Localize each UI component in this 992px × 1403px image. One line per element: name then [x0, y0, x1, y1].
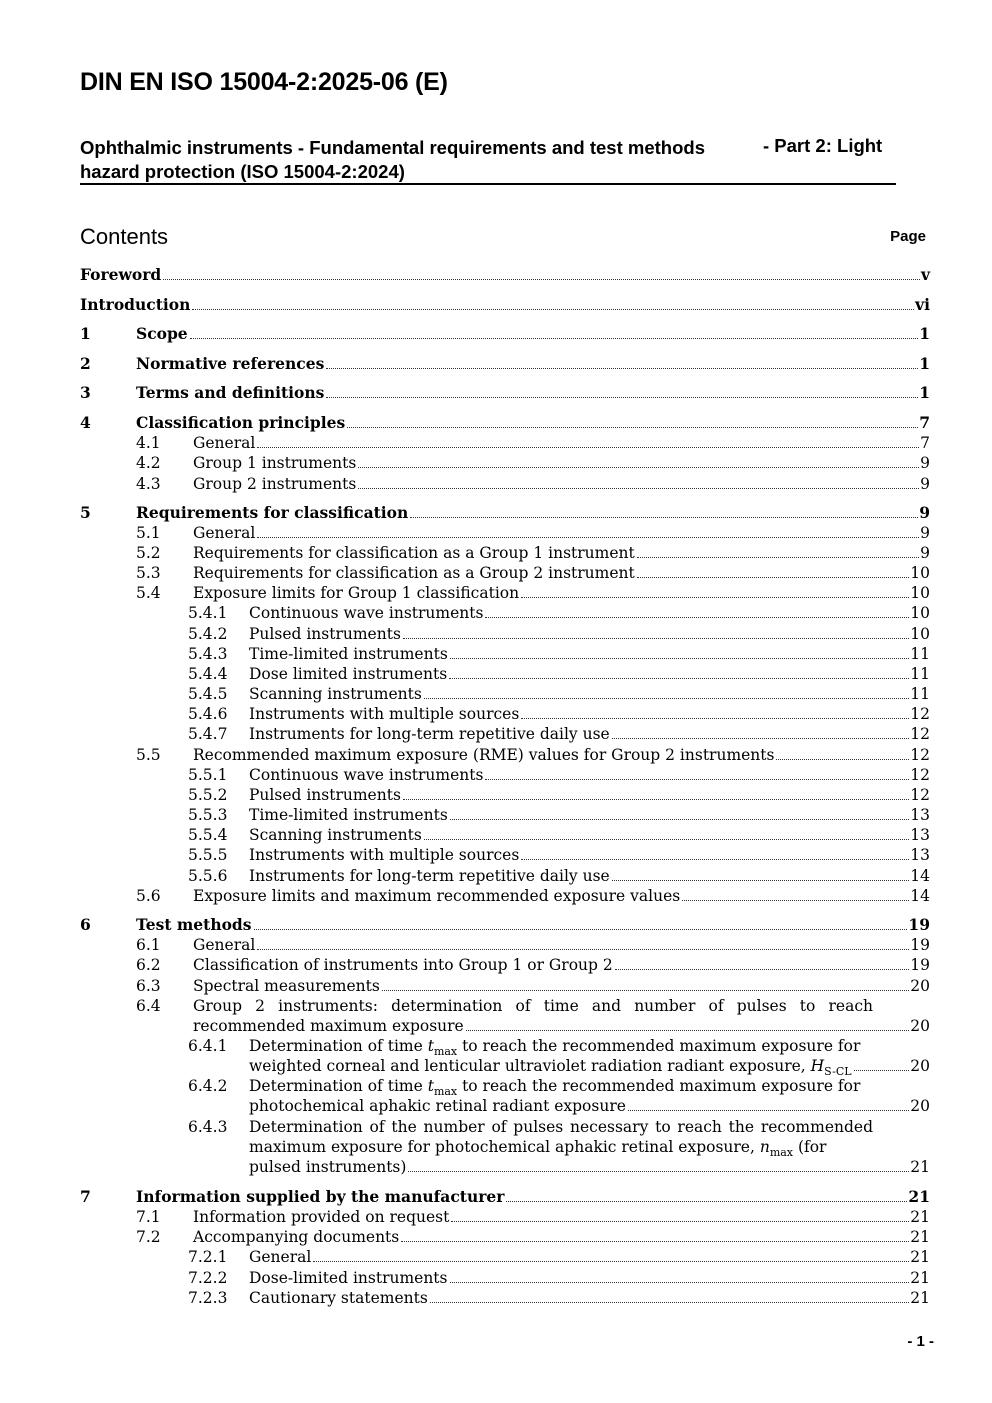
toc-text: maximum exposure for photochemical aphakic retinal exposure, [249, 1138, 760, 1156]
subscript: max [433, 1085, 458, 1098]
toc-title: Spectral measurements [193, 977, 380, 995]
dot-leader [506, 1200, 907, 1202]
toc-title-line [249, 1137, 826, 1157]
document-title: DIN EN ISO 15004-2:2025-06 (E) [80, 68, 448, 96]
subscript: max [769, 1146, 794, 1159]
toc-number: 5.5.3 [188, 806, 228, 824]
toc-page: 14 [910, 867, 930, 885]
dot-leader [403, 798, 909, 800]
dot-leader [410, 516, 918, 518]
toc-page: 21 [910, 1158, 930, 1176]
dot-leader [326, 367, 918, 369]
toc-number: 1 [80, 324, 91, 343]
page-number: - 1 - [907, 1333, 934, 1350]
toc-page: 13 [910, 806, 930, 824]
toc-title: Instruments with multiple sources [249, 705, 520, 723]
dot-leader [612, 737, 910, 739]
toc-title: Requirements for classification [136, 503, 409, 522]
toc-number: 4.1 [136, 434, 161, 452]
dot-leader [637, 556, 919, 558]
toc-page: 20 [910, 1057, 930, 1075]
toc-title: Dose-limited instruments [249, 1269, 448, 1287]
toc-page: 19 [910, 936, 930, 954]
toc-title-line [249, 1036, 860, 1056]
toc-page: vi [915, 295, 930, 314]
dot-leader [163, 278, 920, 280]
contents-heading: Contents [80, 224, 169, 249]
toc-title: Exposure limits and maximum recommended exposure values [193, 887, 681, 905]
toc-text: Determination of time [249, 1077, 428, 1095]
toc-number: 5.4.6 [188, 705, 228, 723]
toc-number: 5.5.5 [188, 846, 228, 864]
dot-leader [682, 899, 909, 901]
toc-number: 7 [80, 1187, 91, 1206]
dot-leader [776, 758, 909, 760]
toc-number: 6.1 [136, 936, 161, 954]
dot-leader [637, 576, 910, 578]
toc-page: 11 [910, 645, 930, 663]
toc-page: 9 [920, 475, 930, 493]
toc-title: Time-limited instruments [249, 645, 448, 663]
toc-title: General [193, 434, 256, 452]
toc-title: Exposure limits for Group 1 classification [193, 584, 520, 602]
toc-page: 12 [910, 766, 930, 784]
subscript: max [433, 1045, 458, 1058]
dot-leader [854, 1069, 910, 1071]
toc-page: 21 [910, 1228, 930, 1246]
toc-number: 2 [80, 354, 91, 373]
toc-number: 5.4 [136, 584, 161, 602]
toc-number: 5.1 [136, 524, 161, 542]
toc-title-line [249, 1056, 852, 1076]
symbol: t [427, 1037, 434, 1055]
toc-title: Test methods [136, 915, 252, 934]
symbol: t [427, 1077, 434, 1095]
toc-text: to reach the recommended maximum exposure for [457, 1037, 861, 1055]
dot-leader [347, 426, 918, 428]
toc-title: Information provided on request [193, 1208, 450, 1226]
toc-number: 5.4.4 [188, 665, 228, 683]
toc-title: Instruments with multiple sources [249, 846, 520, 864]
symbol: n [759, 1138, 770, 1156]
toc-number: 4.3 [136, 475, 161, 493]
toc-text: weighted corneal and lenticular ultraviolet radiation radiant exposure, [249, 1057, 811, 1075]
toc-page: v [920, 265, 930, 284]
page-column-label: Page [890, 228, 926, 245]
toc-number: 7.2.2 [188, 1269, 228, 1287]
toc-title-line: Determination of the number of pulses necessary to reach the recommended [249, 1118, 873, 1136]
dot-leader [254, 928, 908, 930]
toc-page: 12 [910, 725, 930, 743]
toc-page: 19 [910, 956, 930, 974]
toc-number: 7.2 [136, 1228, 161, 1246]
toc-page: 10 [910, 584, 930, 602]
toc-number: 5.6 [136, 887, 161, 905]
toc-number: 6.3 [136, 977, 161, 995]
toc-title-line [249, 1076, 860, 1096]
toc-page: 12 [910, 746, 930, 764]
dot-leader [424, 697, 909, 699]
toc-number: 6.4 [136, 997, 161, 1015]
toc-page: 21 [910, 1208, 930, 1226]
toc-number: 5.5.6 [188, 867, 228, 885]
toc-title: Requirements for classification as a Group 2 instrument [193, 564, 635, 582]
dot-leader [424, 838, 909, 840]
toc-title: Continuous wave instruments [249, 604, 484, 622]
toc-page: 7 [920, 434, 930, 452]
toc-page: 12 [910, 786, 930, 804]
toc-number: 5.2 [136, 544, 161, 562]
toc-page: 21 [910, 1289, 930, 1307]
toc-page: 21 [910, 1248, 930, 1266]
dot-leader [190, 337, 919, 339]
dot-leader [257, 948, 909, 950]
dot-leader [466, 1029, 910, 1031]
toc-text: Determination of time [249, 1037, 428, 1055]
dot-leader [450, 1281, 910, 1283]
dot-leader [257, 536, 919, 538]
title-divider [80, 183, 896, 185]
toc-number: 5.4.1 [188, 604, 228, 622]
toc-page: 10 [910, 625, 930, 643]
toc-title: Group 2 instruments [193, 475, 357, 493]
subtitle-line2: hazard protection (ISO 15004-2:2024) [80, 161, 405, 182]
subtitle-part1: Ophthalmic instruments - Fundamental requirements and test methods [80, 137, 705, 158]
dot-leader [521, 717, 909, 719]
toc-page: 9 [919, 503, 930, 522]
toc-number: 5.5.4 [188, 826, 228, 844]
toc-title: Instruments for long-term repetitive daily use [249, 725, 610, 743]
toc-title: Group 1 instruments [193, 454, 357, 472]
dot-leader [612, 879, 910, 881]
dot-leader [521, 596, 909, 598]
toc-title: Normative references [136, 354, 325, 373]
toc-page: 9 [920, 544, 930, 562]
dot-leader [485, 616, 909, 618]
dot-leader [450, 657, 909, 659]
toc-number: 6 [80, 915, 91, 934]
toc-number: 6.2 [136, 956, 161, 974]
dot-leader [313, 1260, 909, 1262]
dot-leader [401, 1240, 909, 1242]
toc-title: Pulsed instruments [249, 786, 401, 804]
subscript: S-CL [824, 1065, 852, 1078]
dot-leader [403, 637, 909, 639]
dot-leader [628, 1109, 909, 1111]
toc-page: 10 [910, 564, 930, 582]
dot-leader [450, 818, 909, 820]
dot-leader [451, 1220, 909, 1222]
toc-title: Cautionary statements [249, 1289, 428, 1307]
toc-number: 5.3 [136, 564, 161, 582]
toc-title: Continuous wave instruments [249, 766, 484, 784]
dot-leader [257, 446, 919, 448]
toc-title: Classification principles [136, 413, 346, 432]
dot-leader [382, 989, 909, 991]
toc-title: General [193, 936, 256, 954]
toc-title: Foreword [80, 265, 162, 284]
toc-page: 13 [910, 826, 930, 844]
toc-title: Classification of instruments into Group 1 or Group 2 [193, 956, 613, 974]
toc-page: 20 [910, 1017, 930, 1035]
toc-number: 5.4.5 [188, 685, 228, 703]
toc-title: Dose limited instruments [249, 665, 448, 683]
toc-page: 21 [910, 1269, 930, 1287]
toc-page: 12 [910, 705, 930, 723]
toc-page: 11 [910, 685, 930, 703]
toc-number: 3 [80, 383, 91, 402]
toc-title-line: pulsed instruments) [249, 1158, 407, 1176]
toc-title-line: Group 2 instruments: determination of time and number of pulses to reach [193, 997, 873, 1015]
toc-number: 5.5.2 [188, 786, 228, 804]
toc-number: 7.2.1 [188, 1248, 228, 1266]
toc-title-line: recommended maximum exposure [193, 1017, 464, 1035]
dot-leader [485, 778, 909, 780]
toc-title: Instruments for long-term repetitive daily use [249, 867, 610, 885]
subtitle-part2: - Part 2: Light [763, 135, 883, 156]
dot-leader [326, 396, 918, 398]
toc-title: Time-limited instruments [249, 806, 448, 824]
toc-page: 9 [920, 524, 930, 542]
dot-leader [192, 308, 914, 310]
dot-leader [521, 858, 909, 860]
toc-title: Terms and definitions [136, 383, 325, 402]
toc-title: Introduction [80, 295, 191, 314]
toc-number: 5.4.7 [188, 725, 228, 743]
toc-page: 7 [919, 413, 930, 432]
toc-title: Requirements for classification as a Group 1 instrument [193, 544, 635, 562]
dot-leader [408, 1170, 909, 1172]
toc-title: Pulsed instruments [249, 625, 401, 643]
toc-title-line: photochemical aphakic retinal radiant exposure [249, 1097, 626, 1115]
toc-page: 11 [910, 665, 930, 683]
dot-leader [449, 677, 909, 679]
toc-page: 1 [919, 324, 930, 343]
toc-title: Scope [136, 324, 188, 343]
toc-page: 1 [919, 383, 930, 402]
toc-title: Recommended maximum exposure (RME) values for Group 2 instruments [193, 746, 775, 764]
toc-page: 10 [910, 604, 930, 622]
toc-text: (for [793, 1138, 827, 1156]
dot-leader [358, 487, 919, 489]
toc-title: Information supplied by the manufacturer [136, 1187, 505, 1206]
toc-number: 7.2.3 [188, 1289, 228, 1307]
toc-number: 5.4.2 [188, 625, 228, 643]
dot-leader [358, 466, 919, 468]
toc-page: 1 [919, 354, 930, 373]
toc-page: 19 [908, 915, 930, 934]
toc-title: General [193, 524, 256, 542]
toc-title: Scanning instruments [249, 685, 422, 703]
toc-page: 9 [920, 454, 930, 472]
dot-leader [615, 968, 910, 970]
toc-number: 5.5 [136, 746, 161, 764]
toc-title: Accompanying documents [193, 1228, 400, 1246]
toc-page: 21 [908, 1187, 930, 1206]
toc-number: 4 [80, 413, 91, 432]
toc-title: General [249, 1248, 312, 1266]
toc-text: to reach the recommended maximum exposure for [457, 1077, 861, 1095]
toc-title: Scanning instruments [249, 826, 422, 844]
toc-number: 6.4.1 [188, 1037, 228, 1055]
toc-number: 7.1 [136, 1208, 161, 1226]
dot-leader [430, 1301, 909, 1303]
toc-number: 6.4.2 [188, 1077, 228, 1095]
toc-page: 14 [910, 887, 930, 905]
symbol: H [810, 1057, 825, 1075]
toc-page: 20 [910, 977, 930, 995]
toc-page: 13 [910, 846, 930, 864]
toc-page: 20 [910, 1097, 930, 1115]
toc-number: 5 [80, 503, 91, 522]
toc-number: 5.4.3 [188, 645, 228, 663]
toc-number: 5.5.1 [188, 766, 228, 784]
toc-number: 6.4.3 [188, 1118, 228, 1136]
toc-number: 4.2 [136, 454, 161, 472]
